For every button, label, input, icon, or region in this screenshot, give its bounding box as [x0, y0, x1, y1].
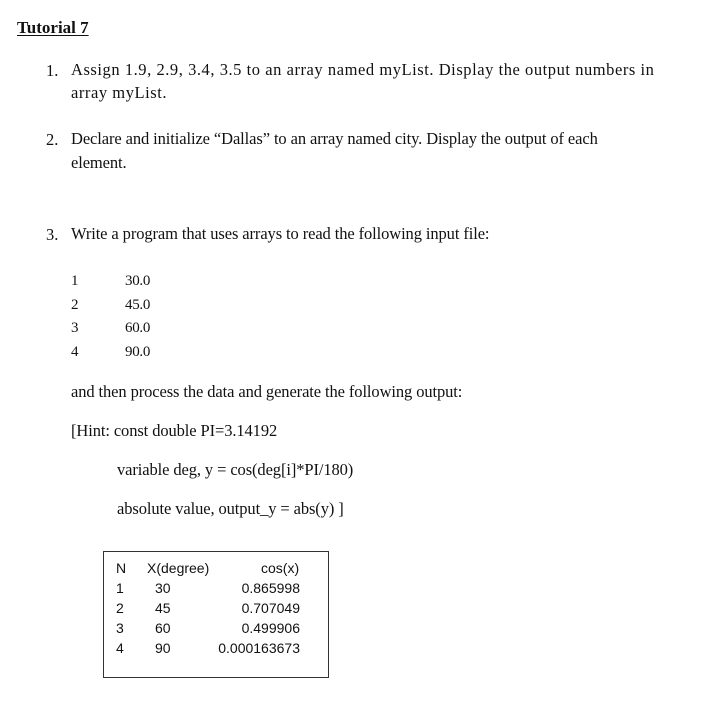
table-cell-cos: 0.865998: [241, 580, 300, 596]
question-1-line-1: Assign 1.9, 2.9, 3.4, 3.5 to an array named myList. Display the output numbers in: [71, 60, 655, 79]
process-instruction: and then process the data and generate the following output:: [71, 382, 463, 401]
table-header-cos: cos(x): [261, 560, 300, 576]
absolute-formula: absolute value, output_y = abs(y) ]: [117, 499, 344, 518]
input-value: 30.0: [125, 273, 151, 289]
variable-formula: variable deg, y = cos(deg[i]*PI/180): [117, 460, 354, 479]
table-header-x-degree: X(degree): [147, 560, 210, 576]
table-cell-n: 2: [116, 600, 124, 616]
question-2-number: 2.: [46, 130, 59, 149]
table-cell-n: 1: [116, 580, 124, 596]
table-cell-n: 4: [116, 640, 124, 656]
table-cell-x: 45: [155, 600, 171, 616]
table-cell-n: 3: [116, 620, 124, 636]
input-index: 4: [71, 344, 79, 360]
input-value: 45.0: [125, 297, 151, 313]
table-cell-cos: 0.000163673: [218, 640, 300, 656]
input-value: 90.0: [125, 344, 151, 360]
input-index: 3: [71, 320, 79, 336]
table-cell-x: 90: [155, 640, 171, 656]
table-header-n: N: [116, 560, 127, 576]
table-cell-x: 60: [155, 620, 171, 636]
page-title: Tutorial 7: [17, 18, 89, 37]
table-cell-x: 30: [155, 580, 171, 596]
input-index: 2: [71, 297, 79, 313]
table-cell-cos: 0.707049: [241, 600, 300, 616]
input-value: 60.0: [125, 320, 151, 336]
question-2-line-2: element.: [71, 153, 127, 172]
question-1-line-2: array myList.: [71, 83, 168, 102]
question-3-number: 3.: [46, 225, 59, 244]
hint-line: [Hint: const double PI=3.14192: [71, 421, 278, 440]
question-1-number: 1.: [46, 61, 59, 80]
table-cell-cos: 0.499906: [241, 620, 300, 636]
question-3-line-1: Write a program that uses arrays to read the following input file:: [71, 224, 490, 243]
output-table: [103, 551, 329, 678]
question-2-line-1: Declare and initialize “Dallas” to an array named city. Display the output of each: [71, 129, 598, 148]
input-index: 1: [71, 273, 79, 289]
